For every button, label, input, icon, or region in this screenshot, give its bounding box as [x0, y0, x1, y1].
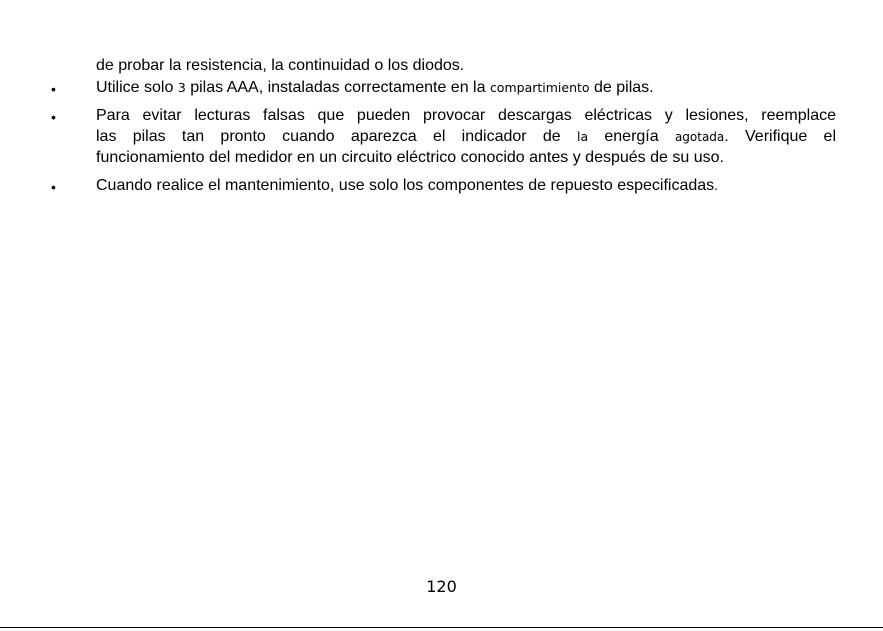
continued-line: de probar la resistencia, la continuidad o los diodos.: [96, 57, 465, 74]
page-number: 120: [426, 577, 457, 596]
bullet-marker-1: •: [51, 81, 56, 97]
list-item-batteries: Utilice solo 3 pilas AAA, instaladas correctamente en la compartimiento de pilas.: [96, 79, 654, 96]
list-item-replace-batteries-line-3: funcionamiento del medidor en un circuito eléctrico conocido antes y después de su uso.: [96, 149, 724, 166]
bottom-divider: [0, 627, 883, 628]
list-item-replace-batteries-line-1: Para evitar lecturas falsas que pueden provocar descargas eléctricas y lesiones, reemplace: [96, 107, 836, 124]
list-item-replace-batteries-line-2: las pilas tan pronto cuando aparezca el indicador de la energía agotada. Verifique el: [96, 128, 837, 145]
bullet-marker-3: •: [51, 179, 56, 195]
list-item-maintenance: Cuando realice el mantenimiento, use solo los componentes de repuesto especificadas.: [96, 177, 718, 194]
bullet-marker-2: •: [51, 109, 56, 125]
